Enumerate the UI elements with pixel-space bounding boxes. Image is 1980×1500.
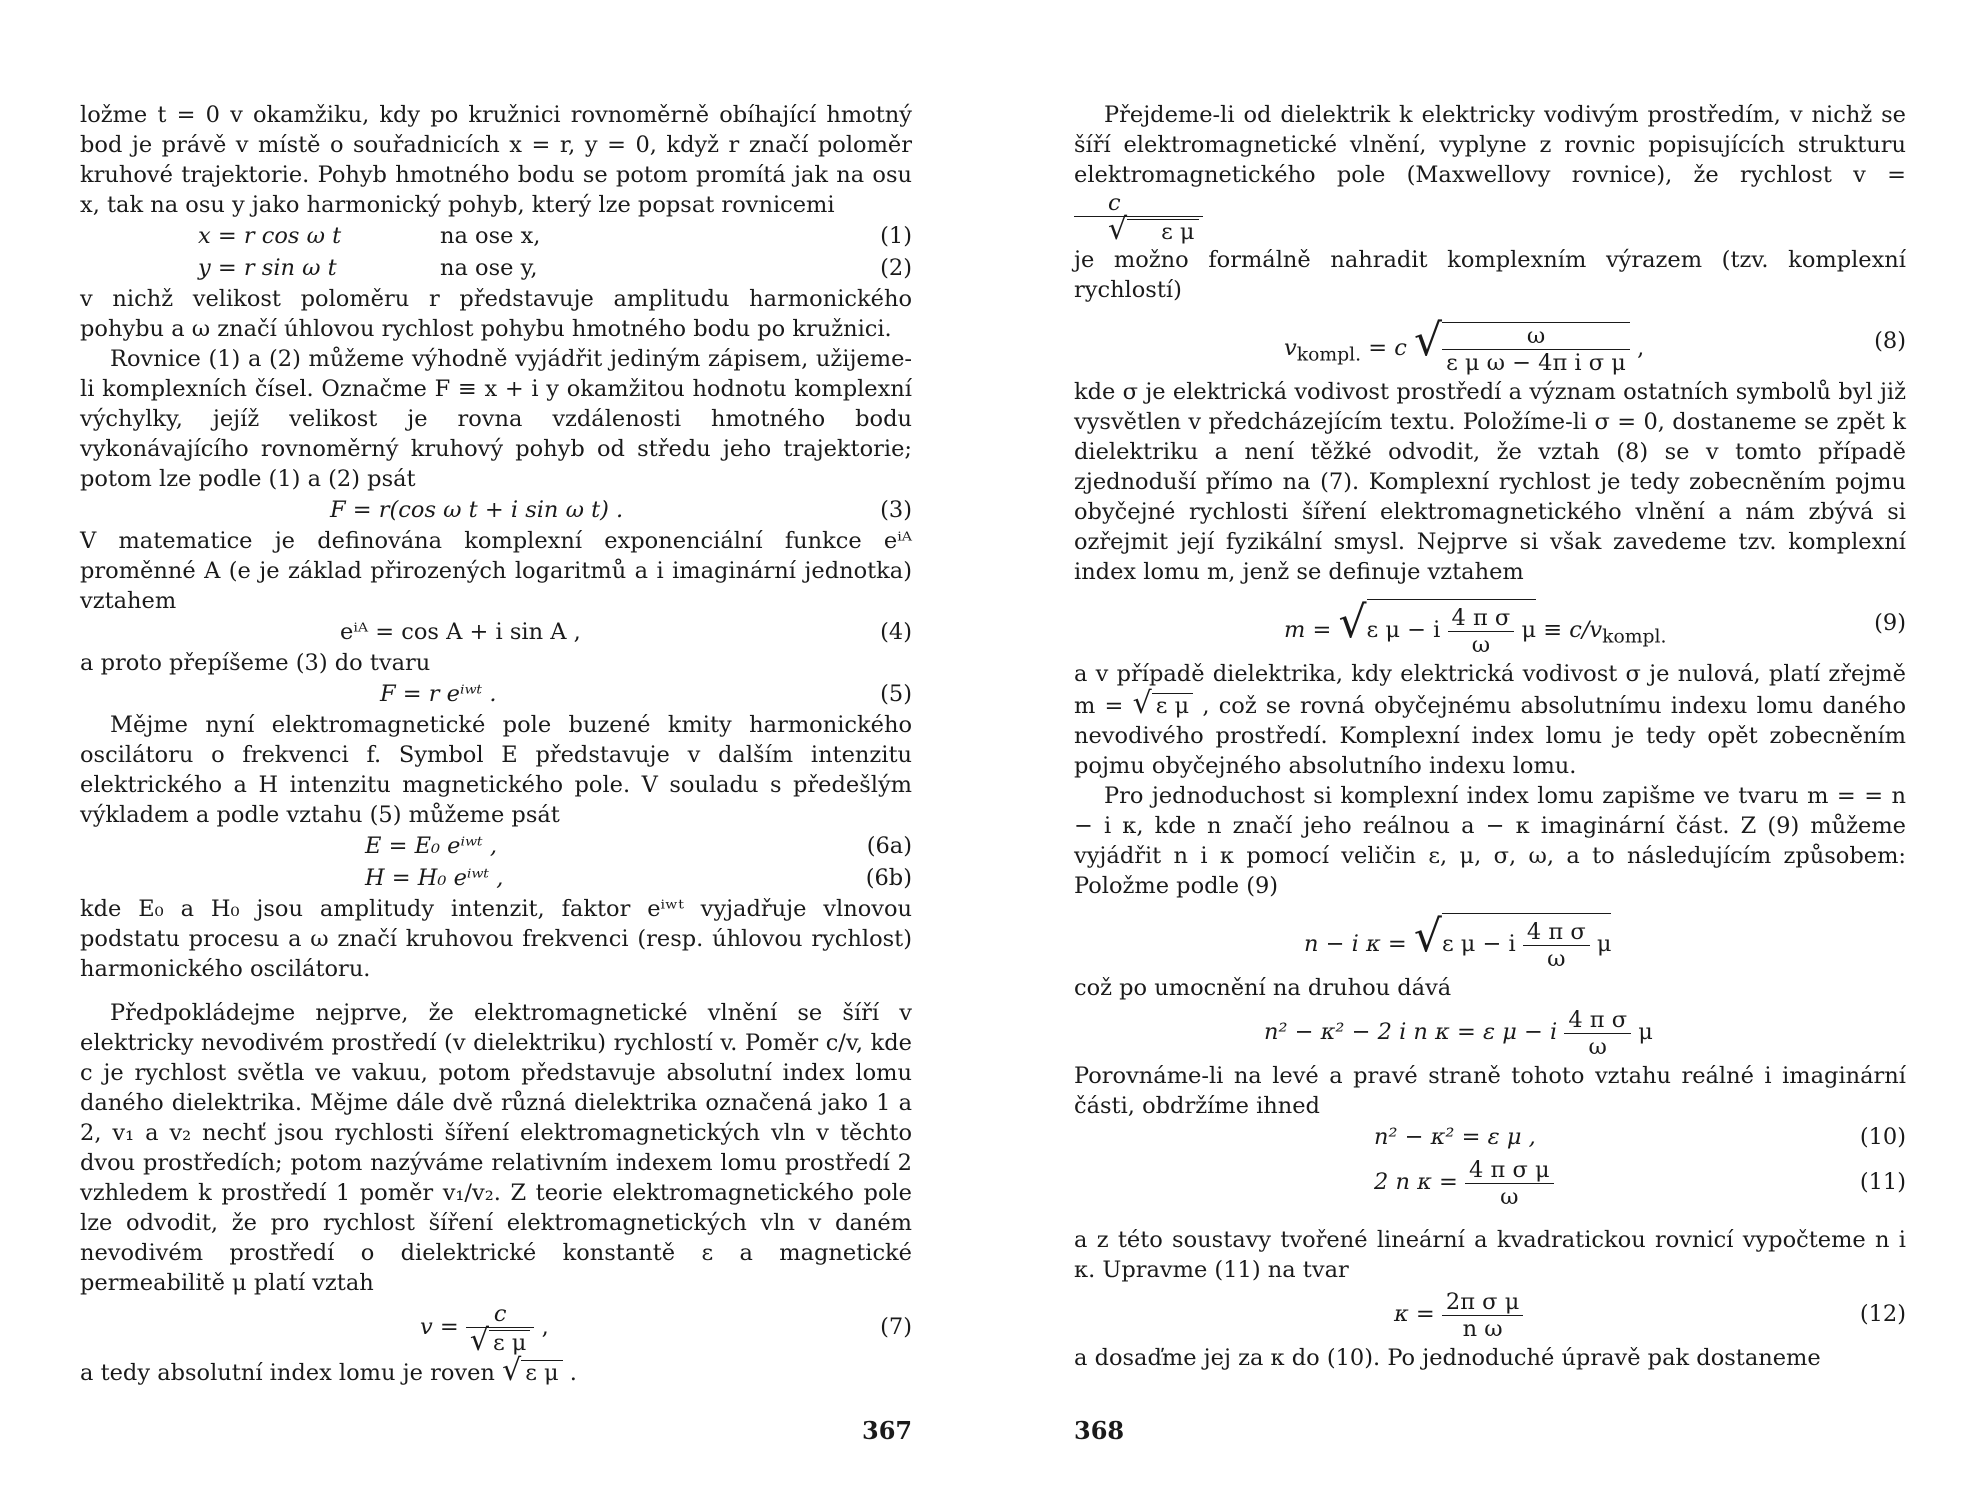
equation-2: y = r sin ω t na ose y, (2) bbox=[80, 252, 912, 284]
equation-number: (5) bbox=[880, 681, 912, 707]
square-root-sign: √ bbox=[1132, 686, 1152, 721]
equation-number: (7) bbox=[880, 1314, 912, 1340]
fraction: $\frac{c}{\text{√ ε μ}}$ bbox=[1074, 190, 1203, 245]
fraction: $\frac{\text{4 π σ}}{\omega}$ bbox=[1564, 1007, 1631, 1060]
fraction: $\frac{\omega}{\text{ε μ ω − 4π i σ μ}}$ bbox=[1442, 322, 1630, 376]
equation-5: F = r eⁱʷᵗ . (5) bbox=[80, 678, 912, 710]
right-text-column bbox=[1074, 100, 1906, 1373]
equation-7: v = $\frac{c}{\text{√ ε μ}}$ , (7) bbox=[80, 1298, 912, 1356]
paragraph: kde E₀ a H₀ jsou amplitudy intenzit, faktor eⁱʷᵗ vyjadřuje vlnovou podstatu procesu a ω značí kruhovou frekvenci (resp. úhlovou rychlost) harmonického oscilátoru. bbox=[80, 896, 912, 982]
paragraph: a z této soustavy tvořené lineární a kvadratickou rovnicí vypočteme n i κ. Upravme (11) na tvar bbox=[1074, 1227, 1906, 1283]
paragraph: Rovnice (1) a (2) můžeme výhodně vyjádřit jediným zápisem, užijeme-li komplexních čísel. Označme F ≡ x + i y okamžitou hodnotu komplexní výchylky, jejíž velikost je rovna vzdálenosti hmotného bodu vykonávajícího rovnoměrný kruhový pohyb od středu jeho trajektorie; potom lze podle (1) a (2) psát bbox=[80, 346, 912, 492]
left-text-column bbox=[80, 100, 912, 1388]
fraction: $\frac{\text{2π σ μ}}{\text{n ω}}$ bbox=[1442, 1289, 1523, 1342]
paragraph: a tedy absolutní index lomu je roven √ ε μ . bbox=[80, 1353, 577, 1388]
paragraph: Mějme nyní elektromagnetické pole buzené kmity harmonického oscilátoru o frekvenci f. Symbol E představuje v dalším intenzitu elektrického a H intenzitu magnetického pole. V souladu s předešlým výkladem a podle vztahu (5) můžeme psát bbox=[80, 712, 912, 828]
equation-number: (1) bbox=[880, 223, 912, 249]
square-root-sign: √ bbox=[1414, 315, 1443, 366]
equation-1: x = r cos ω t na ose x, (1) bbox=[80, 220, 912, 252]
equation-9: m = √ε μ − i $\frac{\text{4 π σ}}{\omega}$ $\mu \equiv c/v_{kompl.}$ (9) bbox=[1074, 587, 1906, 659]
equation-unnumbered-1: n − i κ = √ε μ − i $\frac{\text{4 π σ}}{\omega}$ μ bbox=[1074, 901, 1906, 973]
page-number: 367 bbox=[862, 1416, 913, 1445]
equation-number: (10) bbox=[1859, 1124, 1906, 1150]
equation-number: (6b) bbox=[865, 865, 912, 891]
page-number: 368 bbox=[1074, 1416, 1125, 1445]
equation-number: (9) bbox=[1874, 610, 1906, 636]
fraction: $\frac{c}{\text{√ ε μ}}$ bbox=[466, 1301, 535, 1356]
equation-11: 2 n κ = $\frac{\text{4 π σ μ}}{\omega}$ (11) bbox=[1074, 1153, 1906, 1211]
equation-number: (3) bbox=[880, 497, 912, 523]
paragraph: Přejdeme-li od dielektrik k elektricky vodivým prostředím, v nichž se šíří elektromagnetické vlnění, vyplyne z rovnic popisujících strukturu elektromagnetického pole (Maxwellovy rovnice), že rychlost v = $\frac{c}{\text{√ ε μ}}$ bbox=[1074, 102, 1906, 247]
paragraph: v nichž velikost poloměru r představuje amplitudu harmonického pohybu a ω značí úhlovou rychlost pohybu hmotného bodu po kružnici. bbox=[80, 286, 912, 342]
fraction: $\frac{\text{4 π σ μ}}{\omega}$ bbox=[1465, 1157, 1554, 1210]
equation-number: (2) bbox=[880, 255, 912, 281]
paragraph: což po umocnění na druhou dává bbox=[1074, 975, 1452, 1001]
equation-number: (11) bbox=[1859, 1169, 1906, 1195]
equation-6a: E = E₀ eⁱʷᵗ , (6a) bbox=[80, 830, 912, 862]
equation-number: (8) bbox=[1874, 328, 1906, 354]
paragraph: Pro jednoduchost si komplexní index lomu zapišme ve tvaru m = = n − i κ, kde n značí jeho reálnou a − κ imaginární část. Z (9) můžeme vyjádřit n i κ pomocí veličin ε, μ, σ, ω, a to následujícím způsobem: Položme podle (9) bbox=[1074, 783, 1906, 899]
paragraph: a v případě dielektrika, kdy elektrická vodivost σ je nulová, platí zřejmě m = √ ε μ , což se rovná obyčejnému absolutnímu indexu lomu daného nevodivého prostředí. Komplexní index lomu je tedy opět zobecněním pojmu obyčejného absolutního indexu lomu. bbox=[1074, 661, 1907, 779]
square-root-sign: √ bbox=[502, 1353, 522, 1388]
equation-10: n² − κ² = ε μ , (10) bbox=[1074, 1121, 1906, 1153]
fraction: $\frac{\text{4 π σ}}{\omega}$ bbox=[1448, 605, 1515, 658]
equation-6b: H = H₀ eⁱʷᵗ , (6b) bbox=[80, 862, 912, 894]
equation-12: κ = $\frac{\text{2π σ μ}}{\text{n ω}}$ (12) bbox=[1074, 1285, 1906, 1343]
equation-number: (12) bbox=[1859, 1301, 1906, 1327]
paragraph: a proto přepíšeme (3) do tvaru bbox=[80, 650, 431, 676]
equation-4: eⁱᴬ = cos A + i sin A , (4) bbox=[80, 616, 912, 648]
paragraph: kde σ je elektrická vodivost prostředí a význam ostatních symbolů byl již vysvětlen v předcházejícím textu. Položíme-li σ = 0, dostaneme se zpět k dielektriku a není těžké odvodit, že vztah (8) se v tomto případě zjednoduší přímo na (7). Komplexní rychlost je tedy zobecněním pojmu obyčejné rychlosti šíření elektromagnetického vlnění a nám zbývá si ozřejmit její fyzikální smysl. Nejprve si však zavedeme tzv. komplexní index lomu m, jenž se definuje vztahem bbox=[1074, 379, 1906, 585]
equation-number: (6a) bbox=[866, 833, 912, 859]
square-root-sign: √ bbox=[1338, 597, 1367, 648]
square-root-sign: √ bbox=[1413, 911, 1442, 962]
fraction: $\frac{\text{4 π σ}}{\omega}$ bbox=[1523, 919, 1590, 972]
paragraph: ložme t = 0 v okamžiku, kdy po kružnici rovnoměrně obíhající hmotný bod je právě v místě o souřadnicích x = r, y = 0, když r značí poloměr kruhové trajektorie. Pohyb hmotného bodu se potom promítá jak na osu x, tak na osu y jako harmonický pohyb, který lze popsat rovnicemi bbox=[80, 102, 912, 218]
paragraph: V matematice je definována komplexní exponenciální funkce eⁱᴬ proměnné A (e je základ přirozených logaritmů a i imaginární jednotka) vztahem bbox=[80, 528, 912, 614]
paragraph: Předpokládejme nejprve, že elektromagnetické vlnění se šíří v elektricky nevodivém prostředí (v dielektriku) rychlostí v. Poměr c/v, kde c je rychlost světla ve vakuu, potom představuje absolutní index lomu daného dielektrika. Mějme dále dvě různá dielektrika označená jako 1 a 2, v₁ a v₂ nechť jsou rychlosti šíření elektromagnetických vln v těchto dvou prostředích; potom nazýváme relativním indexem lomu prostředí 2 vzhledem k prostředí 1 poměr v₁/v₂. Z teorie elektromagnetického pole lze odvodit, že pro rychlost šíření elektromagnetických vln v daném nevodivém prostředí o dielektrické konstantě ε a magnetické permeabilitě μ platí vztah bbox=[80, 1000, 912, 1296]
paragraph: je možno formálně nahradit komplexním výrazem (tzv. komplexní rychlostí) bbox=[1074, 247, 1906, 303]
equation-unnumbered-2: n² − κ² − 2 i n κ = ε μ − i $\frac{\text{4 π σ}}{\omega}$ μ bbox=[1264, 1006, 1653, 1060]
equation-number: (4) bbox=[880, 619, 912, 645]
paragraph: Porovnáme-li na levé a pravé straně tohoto vztahu reálné i imaginární části, obdržíme ihned bbox=[1074, 1063, 1906, 1119]
paragraph: a dosaďme jej za κ do (10). Po jednoduché úpravě pak dostaneme bbox=[1074, 1345, 1821, 1371]
equation-8: $v_{kompl.} = c$ √ $\frac{\omega}{\text{ε μ ω − 4π i σ μ}}$ , (8) bbox=[1074, 305, 1906, 377]
equation-3: F = r(cos ω t + i sin ω t) . (3) bbox=[80, 494, 912, 526]
right-page bbox=[990, 0, 1980, 1500]
